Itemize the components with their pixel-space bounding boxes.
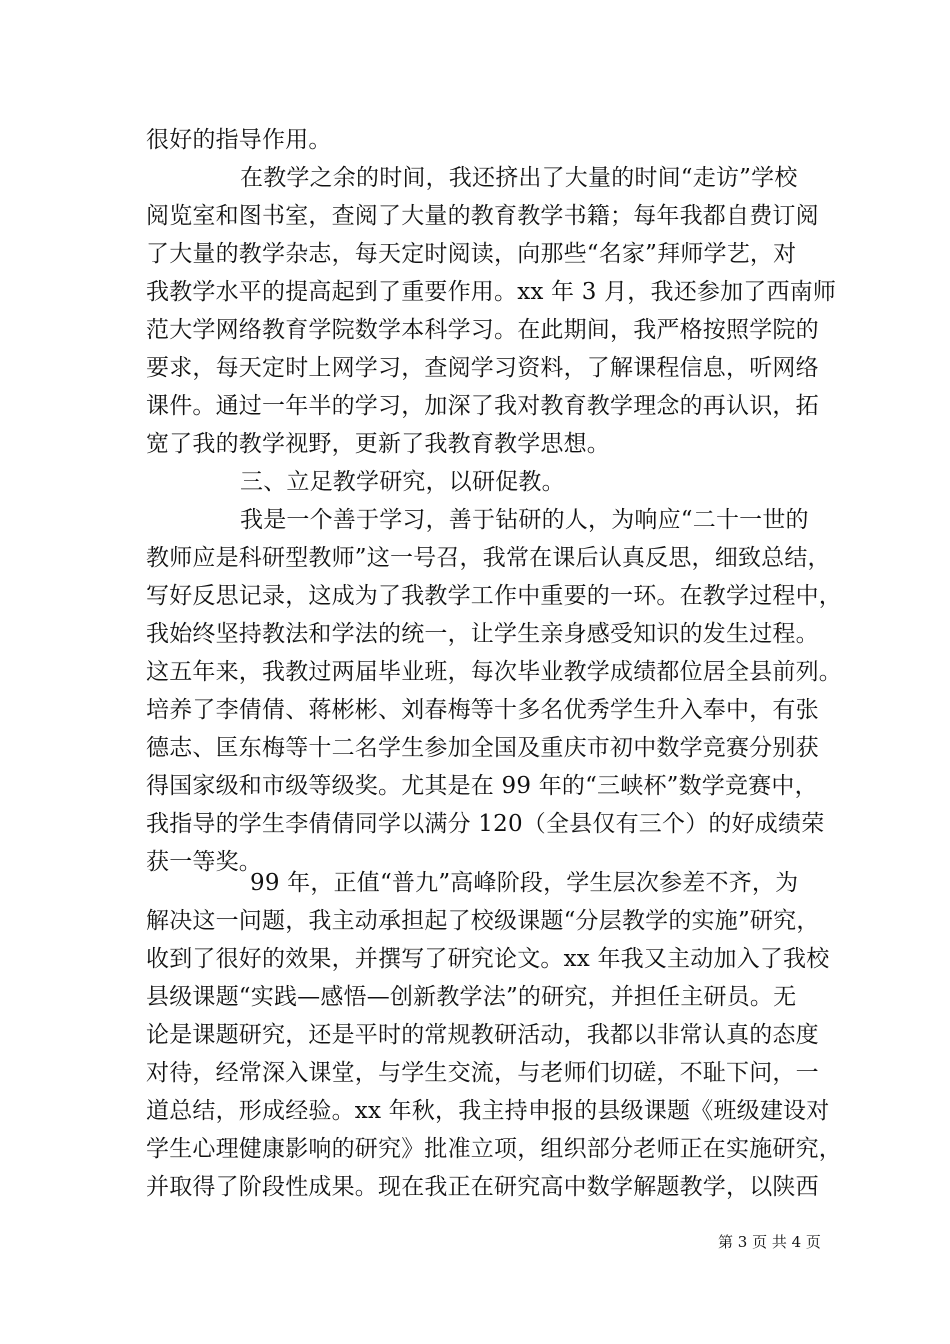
page-number-footer: 第 3 页 共 4 页 bbox=[718, 1233, 821, 1251]
text-line: 很好的指导作用。 bbox=[146, 127, 332, 153]
text-line: 县级课题“实践—感悟—创新教学法”的研究，并担任主研员。无 bbox=[146, 984, 797, 1010]
text-line: 阅览室和图书室，查阅了大量的教育教学书籍；每年我都自费订阅 bbox=[146, 203, 819, 229]
text-line: 我是一个善于学习，善于钻研的人，为响应“二十一世的 bbox=[240, 507, 809, 533]
text-line: 我指导的学生李倩倩同学以满分 120（全县仅有三个）的好成绩荣 bbox=[146, 811, 825, 837]
text-line: 对待，经常深入课堂，与学生交流，与老师们切磋，不耻下问，一 bbox=[146, 1060, 819, 1086]
text-line: 我教学水平的提高起到了重要作用。xx 年 3 月，我还参加了西南师 bbox=[146, 279, 837, 305]
text-line: 培养了李倩倩、蒋彬彬、刘春梅等十多名优秀学生升入奉中，有张 bbox=[146, 697, 819, 723]
text-line: 范大学网络教育学院数学本科学习。在此期间，我严格按照学院的 bbox=[146, 317, 819, 343]
text-line: 这五年来，我教过两届毕业班，每次毕业教学成绩都位居全县前列。 bbox=[146, 659, 842, 685]
text-line: 学生心理健康影响的研究》批准立项，组织部分老师正在实施研究， bbox=[146, 1136, 842, 1162]
text-line: 获一等奖。 bbox=[146, 849, 262, 875]
text-line: 道总结，形成经验。xx 年秋，我主持申报的县级课题《班级建设对 bbox=[146, 1098, 830, 1124]
text-line: 了大量的教学杂志，每天定时阅读，向那些“名家”拜师学艺，对 bbox=[146, 241, 797, 267]
text-line: 宽了我的教学视野，更新了我教育教学思想。 bbox=[146, 431, 610, 457]
text-line: 99 年，正值“普九”高峰阶段，学生层次参差不齐，为 bbox=[250, 870, 799, 896]
text-line: 得国家级和市级等级奖。尤其是在 99 年的“三峡杯”数学竞赛中， bbox=[146, 773, 818, 799]
text-line: 解决这一问题，我主动承担起了校级课题“分层教学的实施”研究， bbox=[146, 908, 820, 934]
text-line: 并取得了阶段性成果。现在我正在研究高中数学解题教学，以陕西 bbox=[146, 1174, 819, 1200]
section-heading: 三、立足教学研究，以研促教。 bbox=[240, 469, 565, 495]
text-line: 教师应是科研型教师”这一号召，我常在课后认真反思，细致总结， bbox=[146, 545, 831, 571]
text-line: 我始终坚持教法和学法的统一，让学生亲身感受知识的发生过程。 bbox=[146, 621, 819, 647]
text-line: 课件。通过一年半的学习，加深了我对教育教学理念的再认识，拓 bbox=[146, 393, 819, 419]
text-line: 写好反思记录，这成为了我教学工作中重要的一环。在教学过程中， bbox=[146, 583, 842, 609]
text-line: 德志、匡东梅等十二名学生参加全国及重庆市初中数学竞赛分别获 bbox=[146, 735, 819, 761]
text-line: 论是课题研究，还是平时的常规教研活动，我都以非常认真的态度 bbox=[146, 1022, 819, 1048]
text-line: 要求，每天定时上网学习，查阅学习资料，了解课程信息，听网络 bbox=[146, 355, 819, 381]
text-line: 收到了很好的效果，并撰写了研究论文。xx 年我又主动加入了我校 bbox=[146, 946, 830, 972]
text-line: 在教学之余的时间，我还挤出了大量的时间“走访”学校 bbox=[240, 165, 798, 191]
